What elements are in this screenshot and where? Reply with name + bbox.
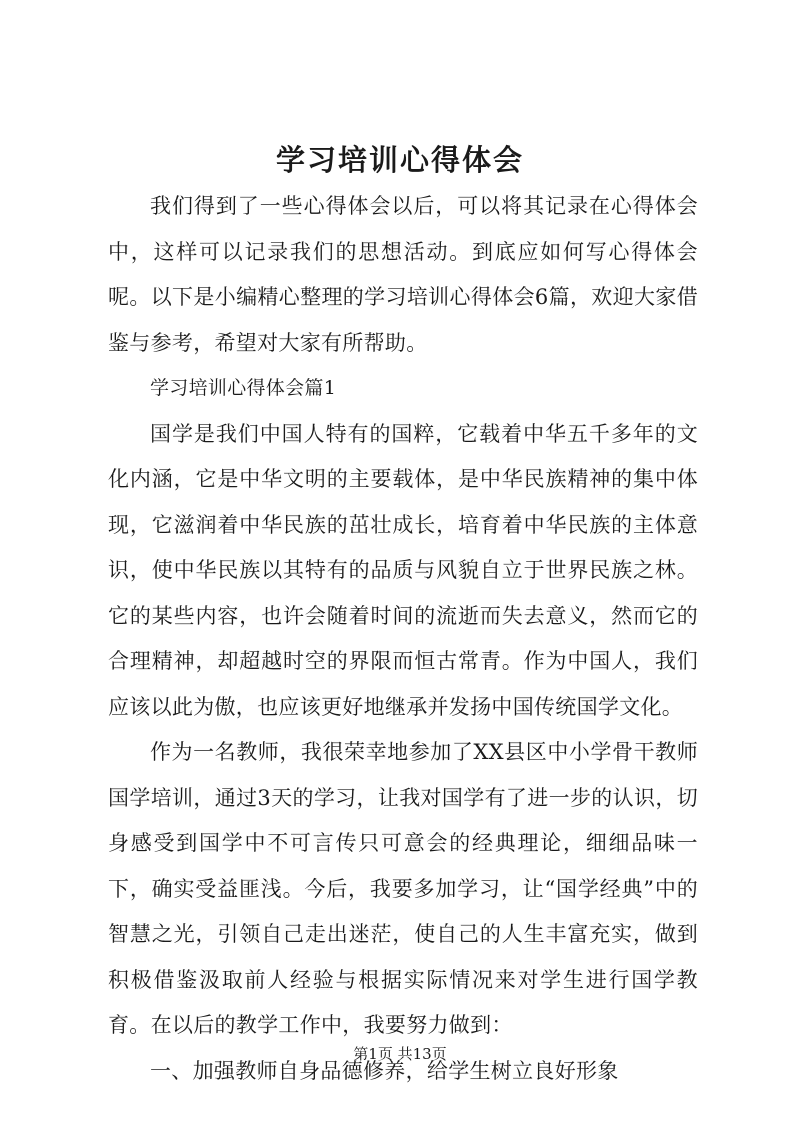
list-item-paragraph: 一、加强教师自身品德修养，给学生树立良好形象 — [150, 1058, 619, 1083]
intro-paragraph: 我们得到了一些心得体会以后，可以将其记录在心得体会中，这样可以记录我们的思想活动。到底应如何写心得体会呢。以下是小编精心整理的学习培训心得体会6篇，欢迎大家借鉴与参考，希望对大家有所帮助。 — [108, 194, 698, 355]
page-number-footer: 第1页 共13页 — [353, 1045, 447, 1063]
document-body — [108, 184, 698, 1094]
body-paragraph: 作为一名教师，我很荣幸地参加了XX县区中小学骨干教师国学培训，通过3天的学习，让我对国学有了进一步的认识，切身感受到国学中不可言传只可意会的经典理论，细细品味一下，确实受益匪浅。今后，我要多加学习，让“国学经典”中的智慧之光，引领自己走出迷茫，使自己的人生丰富充实，做到积极借鉴汲取前人经验与根据实际情况来对学生进行国学教育。在以后的教学工作中，我要努力做到： — [108, 740, 698, 1037]
document-title: 学习培训心得体会 — [275, 143, 524, 177]
body-paragraph: 国学是我们中国人特有的国粹，它载着中华五千多年的文化内涵，它是中华文明的主要载体，是中华民族精神的集中体现，它滋润着中华民族的茁壮成长，培育着中华民族的主体意识，使中华民族以其特有的品质与风貌自立于世界民族之林。它的某些内容，也许会随着时间的流逝而失去意义，然而它的合理精神，却超越时空的界限而恒古常青。作为中国人，我们应该以此为傲，也应该更好地继承并发扬中国传统国学文化。 — [108, 421, 698, 719]
section-heading: 学习培训心得体会篇1 — [150, 377, 337, 399]
